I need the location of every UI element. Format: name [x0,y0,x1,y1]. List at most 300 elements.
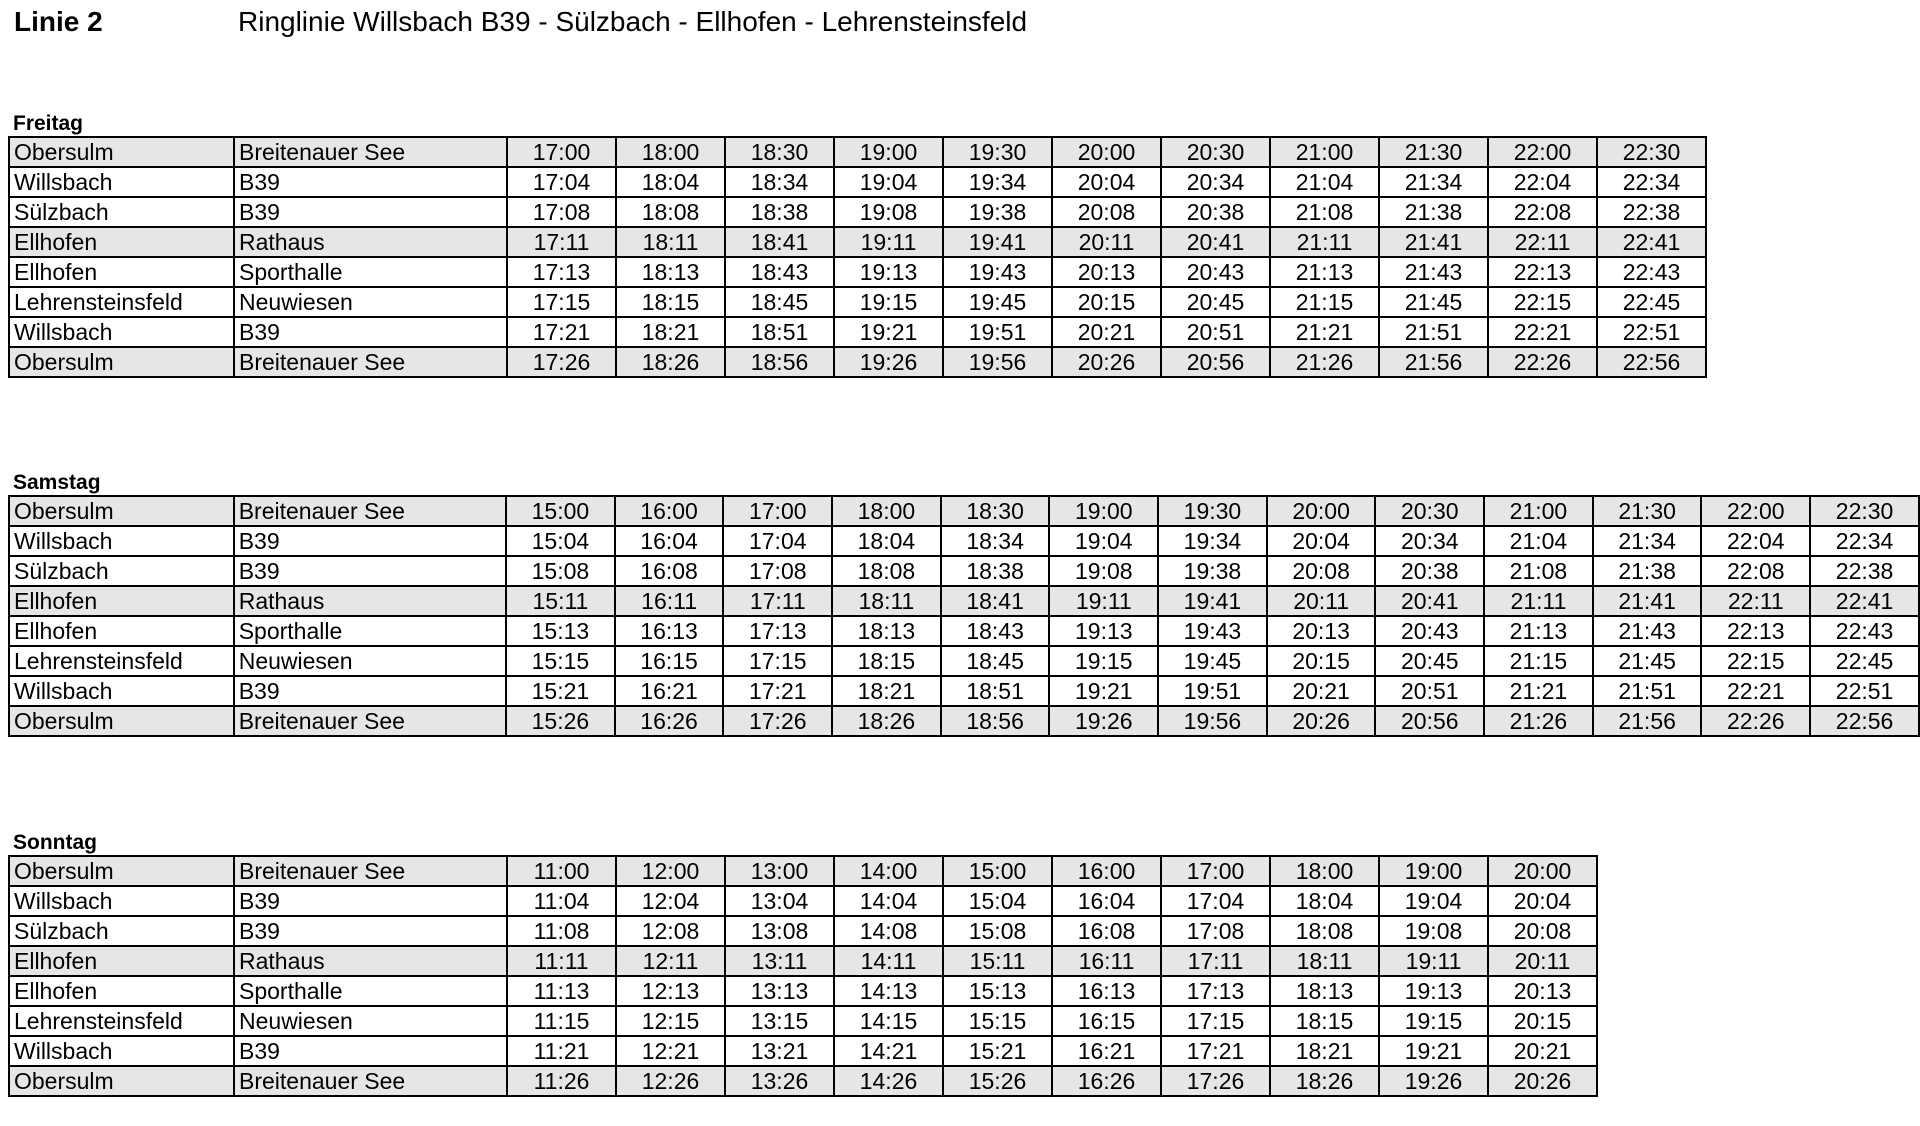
departure-time: 15:21 [506,676,615,706]
departure-time: 18:45 [941,646,1050,676]
departure-time: 18:08 [616,197,725,227]
departure-time: 19:30 [943,137,1052,167]
departure-time: 20:45 [1161,287,1270,317]
departure-time: 20:38 [1161,197,1270,227]
departure-time: 12:13 [616,976,725,1006]
table-row [9,227,1706,257]
stop-name: Willsbach [9,167,234,197]
departure-time: 18:30 [941,496,1050,526]
schedule-sonntag [8,831,1598,1097]
departure-time: 21:13 [1270,257,1379,287]
departure-time: 18:45 [725,287,834,317]
departure-time: 21:30 [1593,496,1702,526]
schedule-freitag [8,112,1707,378]
departure-time: 19:51 [943,317,1052,347]
departure-time: 20:41 [1375,586,1484,616]
departure-time: 19:21 [1049,676,1158,706]
departure-time: 18:08 [832,556,941,586]
departure-time: 19:34 [1158,526,1267,556]
departure-time: 22:13 [1488,257,1597,287]
departure-time: 18:38 [941,556,1050,586]
departure-time: 18:15 [616,287,725,317]
departure-time: 20:26 [1052,347,1161,377]
departure-time: 14:00 [834,856,943,886]
departure-time: 19:13 [834,257,943,287]
departure-time: 21:43 [1593,616,1702,646]
departure-time: 22:43 [1810,616,1919,646]
table-row [9,257,1706,287]
departure-time: 19:38 [943,197,1052,227]
departure-time: 22:00 [1701,496,1810,526]
departure-time: 19:04 [1049,526,1158,556]
departure-time: 11:13 [507,976,616,1006]
stop-name: Willsbach [9,317,234,347]
departure-time: 18:26 [832,706,941,736]
departure-time: 17:13 [507,257,616,287]
departure-time: 17:11 [1161,946,1270,976]
table-row [9,856,1597,886]
departure-time: 22:04 [1701,526,1810,556]
departure-time: 14:04 [834,886,943,916]
departure-time: 21:38 [1593,556,1702,586]
departure-time: 19:43 [943,257,1052,287]
table-row [9,616,1919,646]
departure-time: 21:34 [1379,167,1488,197]
departure-time: 22:00 [1488,137,1597,167]
stop-name: Lehrensteinsfeld [9,287,234,317]
stop-location: Rathaus [234,586,506,616]
stop-location: B39 [234,916,507,946]
departure-time: 13:13 [725,976,834,1006]
departure-time: 19:04 [1379,886,1488,916]
departure-time: 19:08 [1049,556,1158,586]
departure-time: 20:43 [1375,616,1484,646]
stop-location: B39 [234,526,506,556]
stop-location: B39 [234,317,507,347]
departure-time: 21:13 [1484,616,1593,646]
departure-time: 21:45 [1593,646,1702,676]
departure-time: 22:56 [1810,706,1919,736]
departure-time: 11:26 [507,1066,616,1096]
departure-time: 16:15 [1052,1006,1161,1036]
departure-time: 15:00 [943,856,1052,886]
departure-time: 20:15 [1052,287,1161,317]
departure-time: 19:41 [1158,586,1267,616]
departure-time: 22:15 [1701,646,1810,676]
departure-time: 17:15 [507,287,616,317]
stop-name: Ellhofen [9,257,234,287]
departure-time: 11:00 [507,856,616,886]
departure-time: 16:08 [615,556,724,586]
stop-location: Breitenauer See [234,137,507,167]
departure-time: 15:11 [943,946,1052,976]
stop-name: Ellhofen [9,586,234,616]
departure-time: 21:04 [1270,167,1379,197]
departure-time: 20:26 [1267,706,1376,736]
table-row [9,706,1919,736]
departure-time: 19:21 [834,317,943,347]
departure-time: 20:38 [1375,556,1484,586]
departure-time: 19:51 [1158,676,1267,706]
departure-time: 18:56 [941,706,1050,736]
departure-time: 20:04 [1052,167,1161,197]
table-row [9,1006,1597,1036]
departure-time: 14:11 [834,946,943,976]
departure-time: 21:11 [1270,227,1379,257]
table-row [9,946,1597,976]
departure-time: 20:13 [1267,616,1376,646]
departure-time: 20:34 [1375,526,1484,556]
departure-time: 20:11 [1052,227,1161,257]
departure-time: 18:21 [616,317,725,347]
departure-time: 15:26 [506,706,615,736]
departure-time: 11:04 [507,886,616,916]
table-row [9,347,1706,377]
departure-time: 12:26 [616,1066,725,1096]
stop-location: Rathaus [234,227,507,257]
departure-time: 18:00 [616,137,725,167]
departure-time: 12:00 [616,856,725,886]
departure-time: 18:34 [941,526,1050,556]
departure-time: 18:21 [832,676,941,706]
departure-time: 22:45 [1597,287,1706,317]
departure-time: 21:21 [1484,676,1593,706]
stop-location: Breitenauer See [234,496,506,526]
schedule-samstag [8,471,1920,737]
departure-time: 18:56 [725,347,834,377]
departure-time: 22:04 [1488,167,1597,197]
stop-name: Ellhofen [9,227,234,257]
departure-time: 22:34 [1810,526,1919,556]
departure-time: 13:00 [725,856,834,886]
departure-time: 22:21 [1701,676,1810,706]
stop-location: Neuwiesen [234,646,506,676]
departure-time: 17:13 [723,616,832,646]
departure-time: 12:04 [616,886,725,916]
departure-time: 15:11 [506,586,615,616]
departure-time: 15:26 [943,1066,1052,1096]
departure-time: 17:21 [1161,1036,1270,1066]
departure-time: 19:13 [1379,976,1488,1006]
departure-time: 17:04 [1161,886,1270,916]
departure-time: 22:43 [1597,257,1706,287]
departure-time: 16:26 [1052,1066,1161,1096]
table-row [9,1036,1597,1066]
departure-time: 19:38 [1158,556,1267,586]
table-row [9,1066,1597,1096]
departure-time: 21:00 [1270,137,1379,167]
stop-location: B39 [234,1036,507,1066]
departure-time: 20:51 [1161,317,1270,347]
table-row [9,496,1919,526]
departure-time: 19:15 [834,287,943,317]
departure-time: 17:21 [507,317,616,347]
departure-time: 19:26 [834,347,943,377]
departure-time: 19:13 [1049,616,1158,646]
stop-name: Ellhofen [9,946,234,976]
departure-time: 17:11 [507,227,616,257]
departure-time: 15:13 [943,976,1052,1006]
departure-time: 17:13 [1161,976,1270,1006]
table-row [9,916,1597,946]
departure-time: 17:04 [507,167,616,197]
stop-name: Ellhofen [9,616,234,646]
departure-time: 20:11 [1488,946,1597,976]
departure-time: 16:04 [615,526,724,556]
departure-time: 16:04 [1052,886,1161,916]
departure-time: 17:00 [507,137,616,167]
departure-time: 14:08 [834,916,943,946]
departure-time: 21:41 [1593,586,1702,616]
table-row [9,526,1919,556]
stop-location: B39 [234,676,506,706]
departure-time: 16:11 [1052,946,1161,976]
departure-time: 18:51 [941,676,1050,706]
stop-name: Willsbach [9,886,234,916]
departure-time: 16:21 [615,676,724,706]
departure-time: 22:13 [1701,616,1810,646]
departure-time: 16:13 [615,616,724,646]
departure-time: 16:21 [1052,1036,1161,1066]
departure-time: 20:15 [1267,646,1376,676]
departure-time: 17:08 [507,197,616,227]
departure-time: 22:38 [1810,556,1919,586]
departure-time: 19:56 [943,347,1052,377]
departure-time: 16:08 [1052,916,1161,946]
departure-time: 22:30 [1810,496,1919,526]
stop-name: Sülzbach [9,197,234,227]
departure-time: 17:21 [723,676,832,706]
departure-time: 15:13 [506,616,615,646]
stop-name: Obersulm [9,137,234,167]
departure-time: 20:21 [1488,1036,1597,1066]
stop-location: B39 [234,167,507,197]
departure-time: 13:11 [725,946,834,976]
table-row [9,287,1706,317]
departure-time: 18:04 [616,167,725,197]
stop-location: Sporthalle [234,976,507,1006]
departure-time: 16:00 [615,496,724,526]
stop-name: Obersulm [9,856,234,886]
departure-time: 20:04 [1488,886,1597,916]
table-row [9,556,1919,586]
stop-location: Neuwiesen [234,287,507,317]
departure-time: 14:21 [834,1036,943,1066]
departure-time: 14:26 [834,1066,943,1096]
departure-time: 20:00 [1052,137,1161,167]
departure-time: 22:34 [1597,167,1706,197]
departure-time: 18:26 [1270,1066,1379,1096]
departure-time: 13:21 [725,1036,834,1066]
table-row [9,886,1597,916]
departure-time: 20:43 [1161,257,1270,287]
departure-time: 15:15 [506,646,615,676]
departure-time: 19:30 [1158,496,1267,526]
departure-time: 22:11 [1488,227,1597,257]
departure-time: 17:08 [723,556,832,586]
stop-location: Breitenauer See [234,856,507,886]
departure-time: 17:08 [1161,916,1270,946]
departure-time: 22:45 [1810,646,1919,676]
departure-time: 22:38 [1597,197,1706,227]
departure-time: 18:15 [1270,1006,1379,1036]
departure-time: 19:21 [1379,1036,1488,1066]
departure-time: 12:11 [616,946,725,976]
departure-time: 20:26 [1488,1066,1597,1096]
table-row [9,137,1706,167]
departure-time: 15:08 [506,556,615,586]
departure-time: 21:30 [1379,137,1488,167]
departure-time: 19:08 [834,197,943,227]
departure-time: 13:08 [725,916,834,946]
departure-time: 18:34 [725,167,834,197]
departure-time: 12:08 [616,916,725,946]
day-heading: Samstag [13,471,101,494]
departure-time: 19:26 [1379,1066,1488,1096]
departure-time: 18:08 [1270,916,1379,946]
departure-time: 15:04 [506,526,615,556]
departure-time: 22:08 [1701,556,1810,586]
departure-time: 21:08 [1270,197,1379,227]
departure-time: 21:51 [1379,317,1488,347]
departure-time: 21:21 [1270,317,1379,347]
departure-time: 22:41 [1597,227,1706,257]
departure-time: 20:21 [1052,317,1161,347]
stop-name: Willsbach [9,526,234,556]
departure-time: 20:08 [1052,197,1161,227]
departure-time: 17:15 [1161,1006,1270,1036]
departure-time: 18:04 [832,526,941,556]
departure-time: 19:56 [1158,706,1267,736]
departure-time: 19:43 [1158,616,1267,646]
departure-time: 16:13 [1052,976,1161,1006]
departure-time: 20:15 [1488,1006,1597,1036]
departure-time: 14:15 [834,1006,943,1036]
table-row [9,646,1919,676]
day-heading: Freitag [13,112,84,135]
departure-time: 18:43 [941,616,1050,646]
departure-time: 15:21 [943,1036,1052,1066]
timetable [8,855,1598,1097]
departure-time: 17:26 [723,706,832,736]
departure-time: 19:41 [943,227,1052,257]
departure-time: 18:30 [725,137,834,167]
stop-location: Sporthalle [234,616,506,646]
departure-time: 21:15 [1270,287,1379,317]
departure-time: 21:08 [1484,556,1593,586]
table-row [9,317,1706,347]
stop-name: Obersulm [9,706,234,736]
departure-time: 18:00 [832,496,941,526]
table-row [9,976,1597,1006]
departure-time: 21:34 [1593,526,1702,556]
departure-time: 18:41 [725,227,834,257]
departure-time: 19:11 [1379,946,1488,976]
departure-time: 17:26 [1161,1066,1270,1096]
departure-time: 19:11 [834,227,943,257]
departure-time: 21:45 [1379,287,1488,317]
departure-time: 21:15 [1484,646,1593,676]
timetable [8,136,1707,378]
departure-time: 18:11 [616,227,725,257]
departure-time: 17:00 [723,496,832,526]
departure-time: 16:00 [1052,856,1161,886]
departure-time: 22:11 [1701,586,1810,616]
departure-time: 21:43 [1379,257,1488,287]
stop-name: Sülzbach [9,556,234,586]
departure-time: 18:00 [1270,856,1379,886]
departure-time: 19:00 [1049,496,1158,526]
departure-time: 13:26 [725,1066,834,1096]
departure-time: 20:51 [1375,676,1484,706]
departure-time: 18:51 [725,317,834,347]
departure-time: 20:56 [1375,706,1484,736]
departure-time: 15:15 [943,1006,1052,1036]
departure-time: 21:38 [1379,197,1488,227]
stop-location: B39 [234,197,507,227]
departure-time: 16:15 [615,646,724,676]
departure-time: 20:04 [1267,526,1376,556]
stop-location: Breitenauer See [234,1066,507,1096]
departure-time: 19:00 [834,137,943,167]
stop-location: Breitenauer See [234,347,507,377]
departure-time: 12:21 [616,1036,725,1066]
departure-time: 22:21 [1488,317,1597,347]
departure-time: 18:13 [1270,976,1379,1006]
departure-time: 18:41 [941,586,1050,616]
table-row [9,676,1919,706]
departure-time: 19:15 [1379,1006,1488,1036]
departure-time: 22:30 [1597,137,1706,167]
departure-time: 15:04 [943,886,1052,916]
timetable [8,495,1920,737]
departure-time: 15:08 [943,916,1052,946]
departure-time: 18:21 [1270,1036,1379,1066]
route-title: Ringlinie Willsbach B39 - Sülzbach - Ellhofen - Lehrensteinsfeld [238,6,1028,37]
departure-time: 20:21 [1267,676,1376,706]
departure-time: 11:11 [507,946,616,976]
departure-time: 20:45 [1375,646,1484,676]
departure-time: 22:56 [1597,347,1706,377]
departure-time: 11:21 [507,1036,616,1066]
departure-time: 20:13 [1052,257,1161,287]
departure-time: 21:56 [1379,347,1488,377]
departure-time: 21:26 [1270,347,1379,377]
departure-time: 17:15 [723,646,832,676]
departure-time: 15:00 [506,496,615,526]
departure-time: 20:13 [1488,976,1597,1006]
table-row [9,167,1706,197]
departure-time: 20:41 [1161,227,1270,257]
departure-time: 22:08 [1488,197,1597,227]
departure-time: 19:34 [943,167,1052,197]
stop-name: Willsbach [9,1036,234,1066]
departure-time: 13:15 [725,1006,834,1036]
departure-time: 21:11 [1484,586,1593,616]
stop-name: Obersulm [9,496,234,526]
departure-time: 17:04 [723,526,832,556]
departure-time: 18:26 [616,347,725,377]
stop-location: Neuwiesen [234,1006,507,1036]
departure-time: 20:00 [1488,856,1597,886]
departure-time: 21:00 [1484,496,1593,526]
departure-time: 21:41 [1379,227,1488,257]
departure-time: 19:45 [1158,646,1267,676]
departure-time: 22:26 [1701,706,1810,736]
departure-time: 20:00 [1267,496,1376,526]
departure-time: 17:00 [1161,856,1270,886]
departure-time: 18:11 [832,586,941,616]
